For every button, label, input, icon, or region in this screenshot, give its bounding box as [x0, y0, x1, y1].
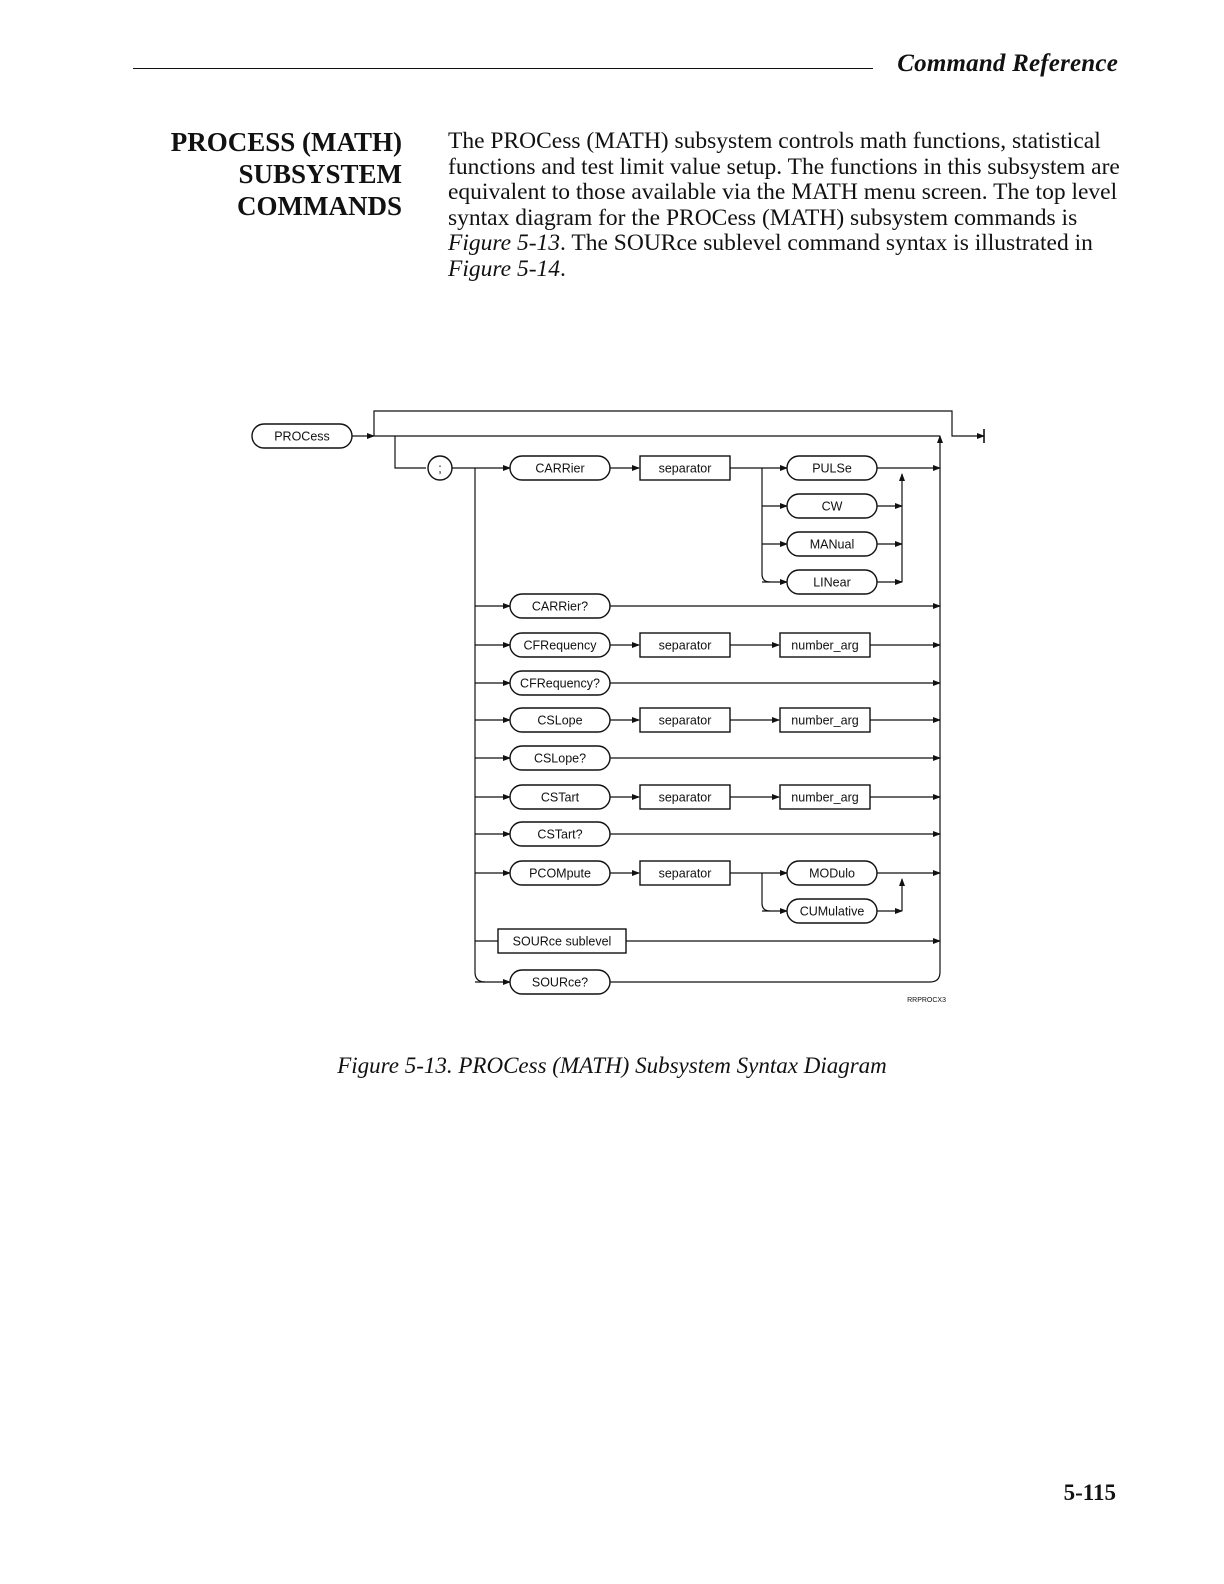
section-title-line-3: COMMANDS — [237, 191, 402, 221]
section-title-line-2: SUBSYSTEM — [238, 159, 402, 189]
node-cstart-label: CSTart? — [537, 827, 583, 842]
figure-reference-5-14: Figure 5-14 — [448, 255, 561, 282]
node-linear-label: LINear — [813, 575, 851, 590]
section-title — [140, 126, 402, 222]
connector-path — [395, 436, 426, 468]
header-rule — [133, 68, 873, 69]
intro-text-2: . The SOURce sublevel command syntax is illustrated in — [560, 230, 1093, 256]
connector-path — [374, 411, 984, 436]
intro-text-3: . — [560, 255, 566, 282]
node-cfrequency-label: CFRequency — [523, 638, 597, 653]
node-carrier-label: CARRier? — [531, 599, 589, 614]
node-number-arg-cslope-label: number_arg — [791, 713, 859, 728]
node-source-label: SOURce? — [531, 975, 589, 990]
running-head: Command Reference — [897, 50, 1118, 77]
section-title-line-1: PROCESS (MATH) — [170, 127, 402, 157]
node-cfrequency-label: CFRequency? — [520, 676, 600, 691]
intro-text-1: The PROCess (MATH) subsystem controls math functions, statistical functions and test limit value setup. The functions in this subsystem are equivalent to those available via the MATH menu screen. The top level syntax diagram for the PROCess (MATH) subsystem commands is — [448, 128, 1120, 231]
connector-path — [475, 468, 485, 982]
node-cumulative-label: CUMulative — [799, 904, 865, 919]
node-semicolon-label: ; — [438, 461, 442, 476]
node-pulse-label: PULSe — [812, 461, 852, 476]
page-number: 5-115 — [1063, 1480, 1116, 1505]
node-source-sublevel-label: SOURce sublevel — [512, 934, 612, 949]
figure-reference-5-13: Figure 5-13 — [448, 230, 561, 256]
node-carrier-label: CARRier — [535, 461, 585, 476]
node-separator-cstart-label: separator — [658, 790, 712, 805]
connector-path — [762, 468, 770, 582]
node-cslope-label: CSLope — [537, 713, 583, 728]
connector-path — [610, 972, 940, 982]
node-separator-cfrequency-label: separator — [658, 638, 712, 653]
node-process-label: PROCess — [274, 429, 330, 444]
node-cstart-label: CSTart — [540, 790, 580, 805]
node-separator-pcompute-label: separator — [658, 866, 712, 881]
figure-id-label: RRPROCX3 — [907, 997, 946, 1004]
node-cw-label: CW — [821, 499, 843, 514]
node-manual-label: MANual — [809, 537, 855, 552]
figure-caption: Figure 5-13. PROCess (MATH) Subsystem Syntax Diagram — [337, 1053, 887, 1078]
node-pcompute-label: PCOMpute — [529, 866, 591, 881]
node-separator-carrier-label: separator — [658, 461, 712, 476]
node-cslope-label: CSLope? — [533, 751, 587, 766]
node-separator-cslope-label: separator — [658, 713, 712, 728]
node-number-arg-cfrequency-label: number_arg — [791, 638, 859, 653]
syntax-diagram — [240, 400, 1000, 1020]
node-number-arg-cstart-label: number_arg — [791, 790, 859, 805]
intro-paragraph — [448, 129, 1128, 282]
node-modulo-label: MODulo — [809, 866, 855, 881]
connector-path — [762, 873, 770, 911]
